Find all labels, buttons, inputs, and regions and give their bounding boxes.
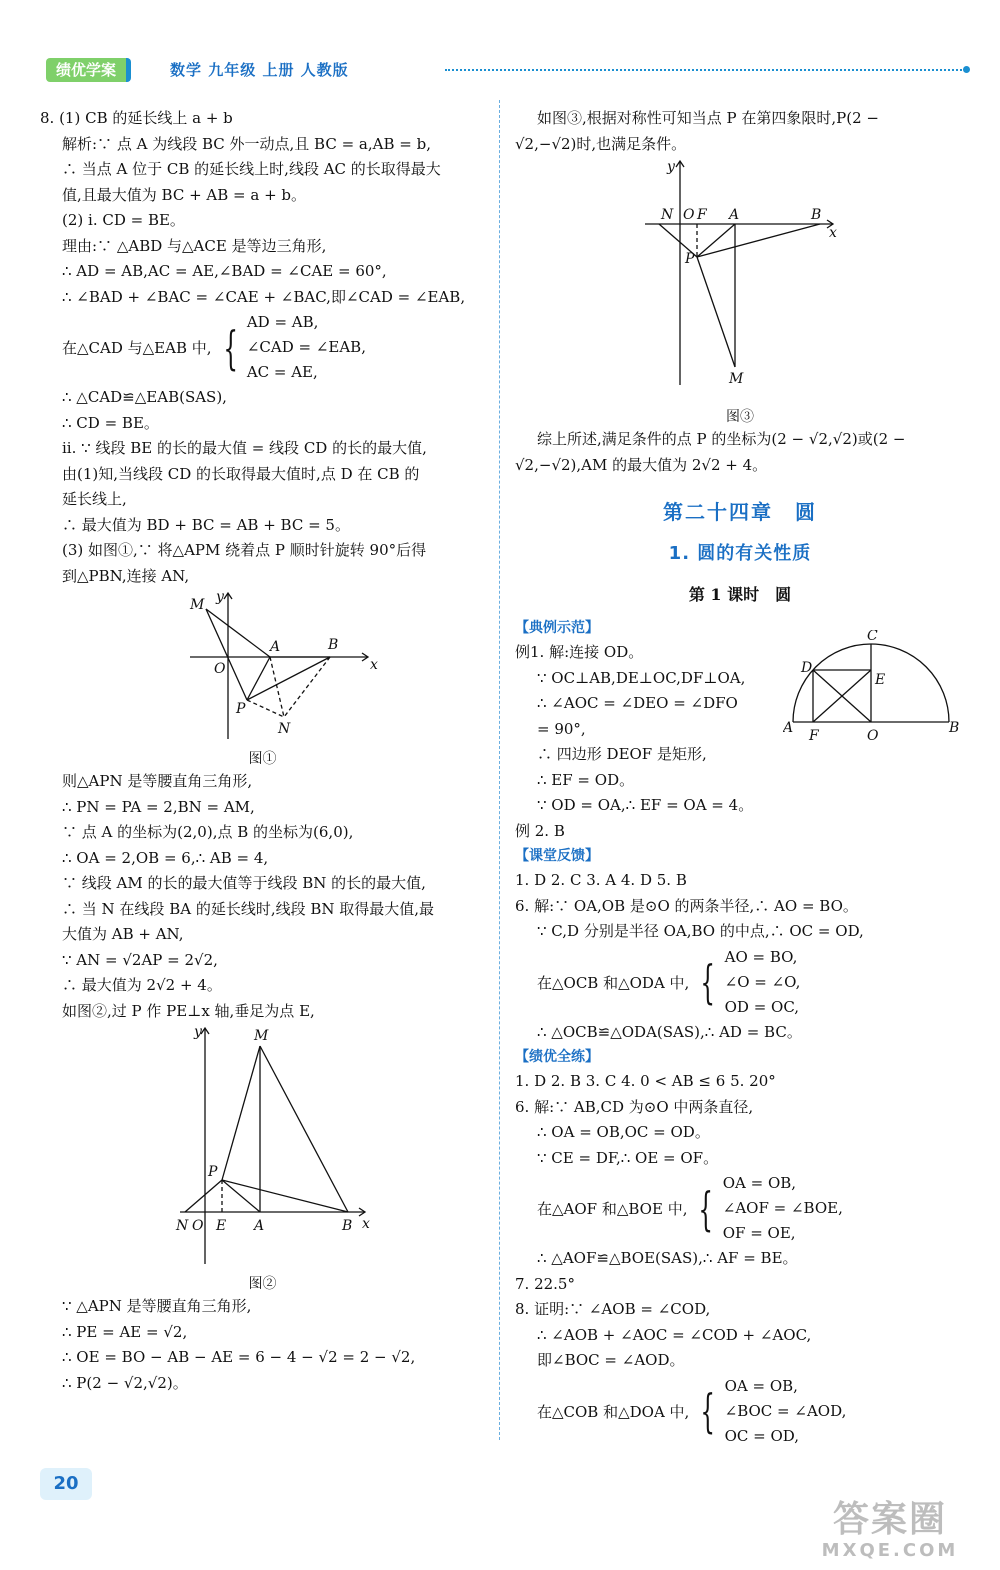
fig1-label: N: [278, 721, 291, 737]
fig3-label: y: [667, 159, 675, 175]
equation-system: [515, 945, 965, 1020]
text-line: 即∠BOC = ∠AOD。: [537, 1351, 685, 1369]
subject-title: 数学 九年级 上册 人教版: [170, 61, 349, 79]
text-line: (2) i. CD = BE。: [62, 211, 185, 229]
fig1-label: A: [270, 639, 281, 655]
section-title: 1. 圆的有关性质: [668, 543, 812, 564]
text-line: ∴ 当 N 在线段 BA 的延长线时,线段 BN 取得最大值,最: [62, 899, 435, 918]
left-column: [40, 106, 485, 1396]
text-line: ∴ AD = AB,AC = AE,∠BAD = ∠CAE = 60°,: [62, 262, 387, 280]
text-line: ∴ OA = 2,OB = 6,∴ AB = 4,: [62, 848, 269, 867]
system-prefix: 在△OCB 和△ODA 中,: [537, 973, 690, 992]
section-tag: 【典例示范】: [515, 620, 599, 636]
chapter-title: 第二十四章 圆: [663, 500, 817, 524]
text-line: 由(1)知,当线段 CD 的长取得最大值时,点 D 在 CB 的: [62, 464, 420, 483]
brace-symbol: {: [222, 320, 238, 375]
figure-3-caption: 图③: [726, 409, 754, 425]
text-line: ∴ 当点 A 位于 CB 的延长线上时,线段 AC 的长取得最大: [62, 160, 441, 178]
fig4-label: O: [867, 728, 879, 744]
figure-3: [515, 157, 965, 427]
text-line: 值,且最大值为 BC + AB = a + b。: [62, 185, 307, 204]
page-number: 20: [40, 1468, 92, 1500]
system-item: ∠AOF = ∠BOE,: [722, 1199, 843, 1217]
text-line: 例 2. B: [515, 821, 565, 840]
system-item: OC = OD,: [724, 1426, 800, 1445]
column-divider: [499, 100, 500, 1440]
fig1-label: x: [370, 657, 378, 673]
system-prefix: 在△CAD 与△EAB 中,: [62, 339, 212, 357]
system-item: OD = OC,: [724, 997, 800, 1016]
fig1-label: M: [190, 597, 205, 613]
text-line: ∴ ∠AOB + ∠AOC = ∠COD + ∠AOC,: [537, 1325, 812, 1344]
fig2-label: N: [176, 1218, 189, 1234]
system-item: OA = OB,: [722, 1174, 797, 1192]
text-line: 1. D 2. C 3. A 4. D 5. B: [515, 871, 687, 889]
figure-1-caption: 图①: [248, 751, 277, 767]
q8-text: [40, 106, 485, 310]
text-line: ∴ CD = BE。: [62, 413, 159, 432]
text-line: ∴ 四边形 DEOF 是矩形,: [537, 745, 707, 763]
watermark-logo: [790, 1500, 990, 1566]
system-item: OF = OE,: [722, 1224, 796, 1242]
q8-text-continued: [40, 385, 485, 589]
system-item: ∠BOC = ∠AOD,: [724, 1401, 847, 1420]
brand-badge: 绩优学案: [46, 58, 131, 82]
section-tag: 【课堂反馈】: [515, 848, 599, 864]
fig3-label: O: [683, 207, 695, 223]
fig4-label: C: [867, 630, 878, 644]
fig4-label: D: [801, 660, 813, 676]
text-line: ∵ C,D 分别是半径 OA,BO 的中点,∴ OC = OD,: [537, 922, 864, 940]
example-1: [515, 630, 965, 819]
text-line: 综上所述,满足条件的点 P 的坐标为(2 − √2,√2)或(2 −: [537, 430, 906, 448]
brace-symbol: {: [700, 1384, 716, 1438]
fig2-label: P: [208, 1164, 218, 1180]
watermark-text: 答案圈: [832, 1499, 947, 1540]
equation-system: [40, 310, 485, 385]
text-line: ∴ 最大值为 BD + BC = AB + BC = 5。: [62, 515, 350, 534]
system-prefix: 在△AOF 和△BOE 中,: [537, 1200, 688, 1218]
text-line: ∴ ∠BAD + ∠BAC = ∠CAE + ∠BAC,即∠CAD = ∠EAB,: [62, 287, 466, 306]
text-line: ∵ 点 A 的坐标为(2,0),点 B 的坐标为(6,0),: [62, 823, 354, 841]
text-line: √2,−√2),AM 的最大值为 2√2 + 4。: [515, 455, 768, 474]
text-line: ∴ ∠AOC = ∠DEO = ∠DFO: [537, 694, 738, 712]
text-line: ii. ∵ 线段 BE 的长的最大值 = 线段 CD 的长的最大值,: [62, 439, 427, 457]
semicircle-diagram: [783, 630, 961, 750]
text-line: ∴ △CAD≌△EAB(SAS),: [62, 388, 227, 406]
fig2-label: x: [362, 1216, 370, 1232]
figure-1-diagram: [40, 589, 485, 749]
system-prefix: 在△COB 和△DOA 中,: [537, 1402, 690, 1421]
text-line: 如图③,根据对称性可知当点 P 在第四象限时,P(2 −: [537, 109, 879, 127]
system-item: ∠O = ∠O,: [724, 972, 801, 991]
text-line: 如图②,过 P 作 PE⊥x 轴,垂足为点 E,: [62, 1001, 315, 1020]
brace-symbol: {: [698, 1181, 714, 1236]
text-line: ∴ PN = PA = 2,BN = AM,: [62, 797, 255, 816]
fig4-label: F: [809, 728, 819, 744]
text-line: ∴ 最大值为 2√2 + 4。: [62, 976, 222, 994]
fig1-label: O: [214, 661, 226, 677]
text-line: 例1. 解:连接 OD。: [515, 643, 644, 661]
text-line: ∴ P(2 − √2,√2)。: [62, 1373, 188, 1392]
text-line: ∵ △APN 是等腰直角三角形,: [62, 1297, 252, 1315]
text-line: 8. 证明:∵ ∠AOB = ∠COD,: [515, 1300, 711, 1318]
figure-1: [40, 589, 485, 769]
text-line: ∴ △AOF≌△BOE(SAS),∴ AF = BE。: [537, 1249, 798, 1267]
text-line: 7. 22.5°: [515, 1274, 575, 1293]
system-item: ∠CAD = ∠EAB,: [246, 338, 366, 356]
text-line: ∵ CE = DF,∴ OE = OF。: [537, 1148, 719, 1167]
fig3-label: M: [729, 371, 744, 387]
fig3-label: N: [661, 207, 674, 223]
system-item: OA = OB,: [724, 1376, 798, 1395]
system-item: AD = AB,: [246, 313, 319, 331]
text-line: ∴ OA = OB,OC = OD。: [537, 1123, 710, 1141]
text-line: 6. 解:∵ OA,OB 是⊙O 的两条半径,∴ AO = BO。: [515, 896, 858, 915]
equation-system: [515, 1374, 965, 1449]
text-line: ∵ AN = √2AP = 2√2,: [62, 950, 218, 969]
text-line: 解析:∵ 点 A 为线段 BC 外一动点,且 BC = a,AB = b,: [62, 134, 431, 153]
text-line: 理由:∵ △ABD 与△ACE 是等边三角形,: [62, 236, 327, 255]
page-header: [40, 56, 970, 84]
fig3-label: x: [829, 225, 837, 241]
fig1-label: B: [328, 637, 339, 653]
text-line: 则△APN 是等腰直角三角形,: [62, 772, 253, 790]
text-line: √2,−√2)时,也满足条件。: [515, 134, 687, 153]
text-line: ∴ EF = OD。: [537, 770, 635, 789]
system-item: AC = AE,: [246, 363, 318, 381]
text-line: 延长线上,: [62, 490, 127, 508]
fig3-label: P: [685, 251, 695, 267]
text-line: (3) 如图①,∵ 将△APM 绕着点 P 顺时针旋转 90°后得: [62, 541, 427, 559]
fig2-label: O: [192, 1218, 204, 1234]
fig2-label: M: [254, 1028, 269, 1044]
fig3-label: A: [729, 207, 740, 223]
text-line: ∴ OE = BO − AB − AE = 6 − 4 − √2 = 2 − √2,: [62, 1348, 416, 1366]
figure-2-caption: 图②: [248, 1276, 277, 1292]
text-line: 6. 解:∵ AB,CD 为⊙O 中两条直径,: [515, 1097, 754, 1116]
text-line: ∵ 线段 AM 的长的最大值等于线段 BN 的长的最大值,: [62, 874, 426, 892]
text-line: 到△PBN,连接 AN,: [62, 566, 190, 585]
system-item: AO = BO,: [724, 947, 798, 966]
fig2-label: A: [254, 1218, 265, 1234]
lesson-title: 第 1 课时 圆: [688, 585, 792, 604]
fig2-label: B: [342, 1218, 353, 1234]
figure-2: [40, 1024, 485, 1294]
section-tag: 【绩优全练】: [515, 1049, 599, 1065]
figure-3-diagram: [515, 157, 965, 407]
text-line: 大值为 AB + AN,: [62, 925, 184, 943]
fig4-label: B: [949, 720, 960, 736]
text-line: ∵ OD = OA,∴ EF = OA = 4。: [537, 796, 754, 814]
text-line: = 90°,: [537, 719, 586, 738]
right-column: [515, 106, 965, 1449]
watermark-url: MXQE.COM: [821, 1540, 959, 1561]
fig4-label: E: [875, 672, 886, 688]
fig1-label: y: [216, 589, 224, 605]
text-line: ∴ △OCB≌△ODA(SAS),∴ AD = BC。: [537, 1022, 802, 1041]
fig4-label: A: [783, 720, 794, 736]
header-dotted-rule: [445, 69, 966, 71]
brace-symbol: {: [700, 955, 716, 1009]
fig3-label: F: [697, 207, 707, 223]
text-line: 8. (1) CB 的延长线上 a + b: [40, 109, 233, 127]
fig2-label: y: [194, 1024, 202, 1040]
fig1-label: P: [236, 701, 246, 717]
figure-2-diagram: [40, 1024, 485, 1274]
fig3-label: B: [811, 207, 822, 223]
text-line: 1. D 2. B 3. C 4. 0 < AB ≤ 6 5. 20°: [515, 1072, 776, 1090]
equation-system: [515, 1171, 965, 1246]
fig2-label: E: [216, 1218, 227, 1234]
text-line: ∴ PE = AE = √2,: [62, 1322, 188, 1341]
q8-part3-end: [40, 1294, 485, 1396]
text-line: ∵ OC⊥AB,DE⊥OC,DF⊥OA,: [537, 668, 746, 687]
q8-part3-text: [40, 769, 485, 1024]
